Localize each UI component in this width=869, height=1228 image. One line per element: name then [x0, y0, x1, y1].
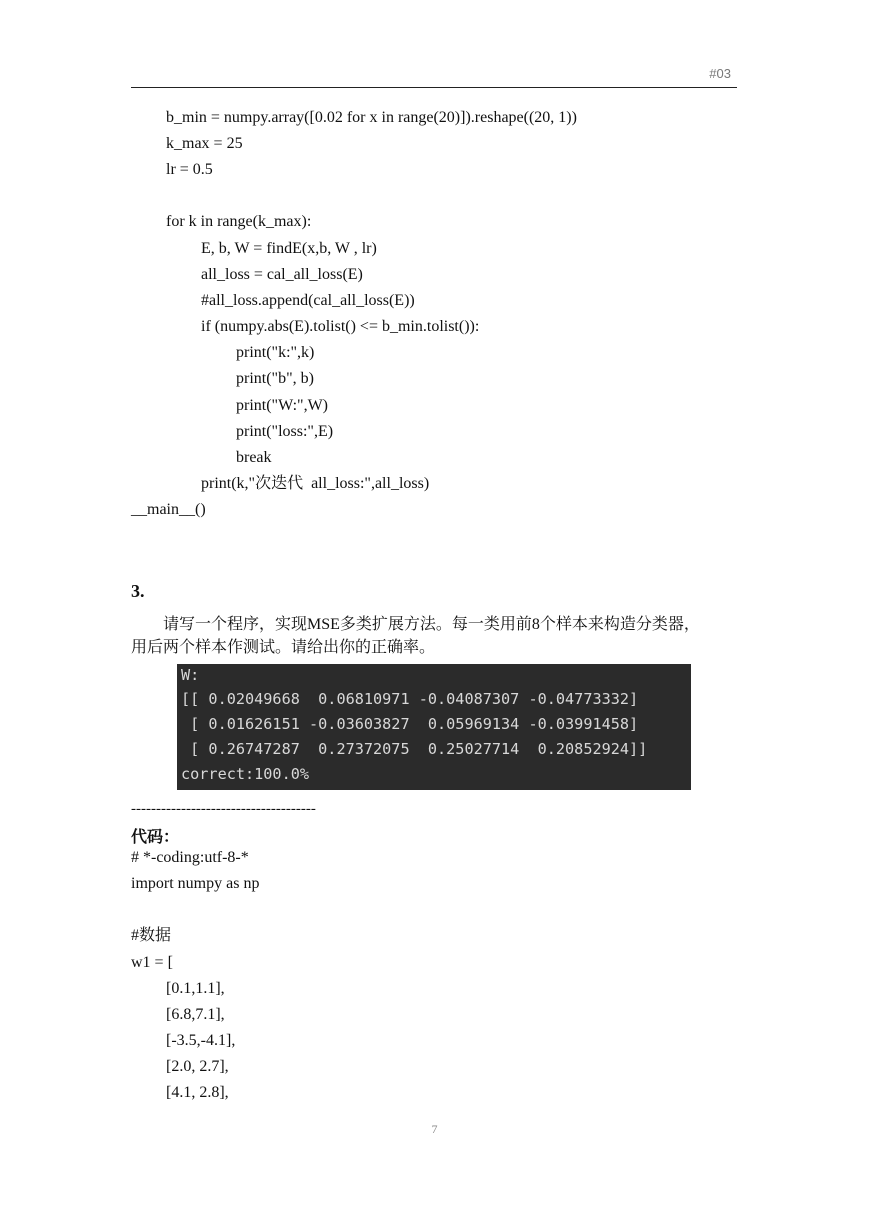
section-number: 3.	[131, 581, 145, 601]
terminal-line: [ 0.01626151 -0.03603827 0.05969134 -0.03991458]	[181, 715, 639, 733]
terminal-output	[177, 664, 691, 790]
code-line: b_min = numpy.array([0.02 for x in range(20)]).reshape((20, 1))	[166, 109, 577, 126]
code-section-title: 代码：	[131, 829, 180, 846]
code-line: [6.8,7.1],	[166, 1006, 225, 1023]
terminal-line: correct:100.0%	[181, 765, 310, 783]
code-line: k_max = 25	[166, 135, 243, 152]
header-rule	[131, 87, 737, 88]
code-line: print("b", b)	[236, 370, 314, 387]
code-line: [-3.5,-4.1],	[166, 1032, 236, 1049]
code-line: print("loss:",E)	[236, 423, 334, 440]
separator: -------------------------------------	[131, 801, 316, 817]
terminal-line: [ 0.26747287 0.27372075 0.25027714 0.20852924]]	[181, 740, 648, 758]
code-line: import numpy as np	[131, 875, 260, 892]
question-text-line2: 用后两个样本作测试。请给出你的正确率。	[131, 639, 436, 656]
code-line: __main__()	[131, 501, 206, 518]
code-line: # *-coding:utf-8-*	[131, 849, 249, 866]
code-line: print(k,"次迭代 all_loss:",all_loss)	[201, 475, 430, 492]
code-line: break	[236, 449, 272, 466]
page-number: 7	[431, 1122, 438, 1136]
code-line: #all_loss.append(cal_all_loss(E))	[201, 292, 415, 309]
code-line: [4.1, 2.8],	[166, 1084, 229, 1101]
code-line: [2.0, 2.7],	[166, 1058, 229, 1075]
code-line: #数据	[131, 927, 172, 944]
terminal-line: W:	[181, 666, 200, 684]
code-line: print("k:",k)	[236, 344, 315, 361]
code-line: print("W:",W)	[236, 397, 328, 414]
code-line: [0.1,1.1],	[166, 980, 225, 997]
code-line: lr = 0.5	[166, 161, 213, 178]
code-line: if (numpy.abs(E).tolist() <= b_min.tolist()):	[201, 318, 480, 335]
code-line: E, b, W = findE(x,b, W , lr)	[201, 240, 377, 257]
code-line: for k in range(k_max):	[166, 213, 312, 230]
header-tag: #03	[709, 66, 731, 81]
code-line: w1 = [	[131, 954, 173, 971]
terminal-line: [[ 0.02049668 0.06810971 -0.04087307 -0.04773332]	[181, 690, 639, 708]
code-line: all_loss = cal_all_loss(E)	[201, 266, 363, 283]
question-text-line1: 请写一个程序，实现MSE多类扩展方法。每一类用前8个样本来构造分类器，	[163, 616, 700, 633]
